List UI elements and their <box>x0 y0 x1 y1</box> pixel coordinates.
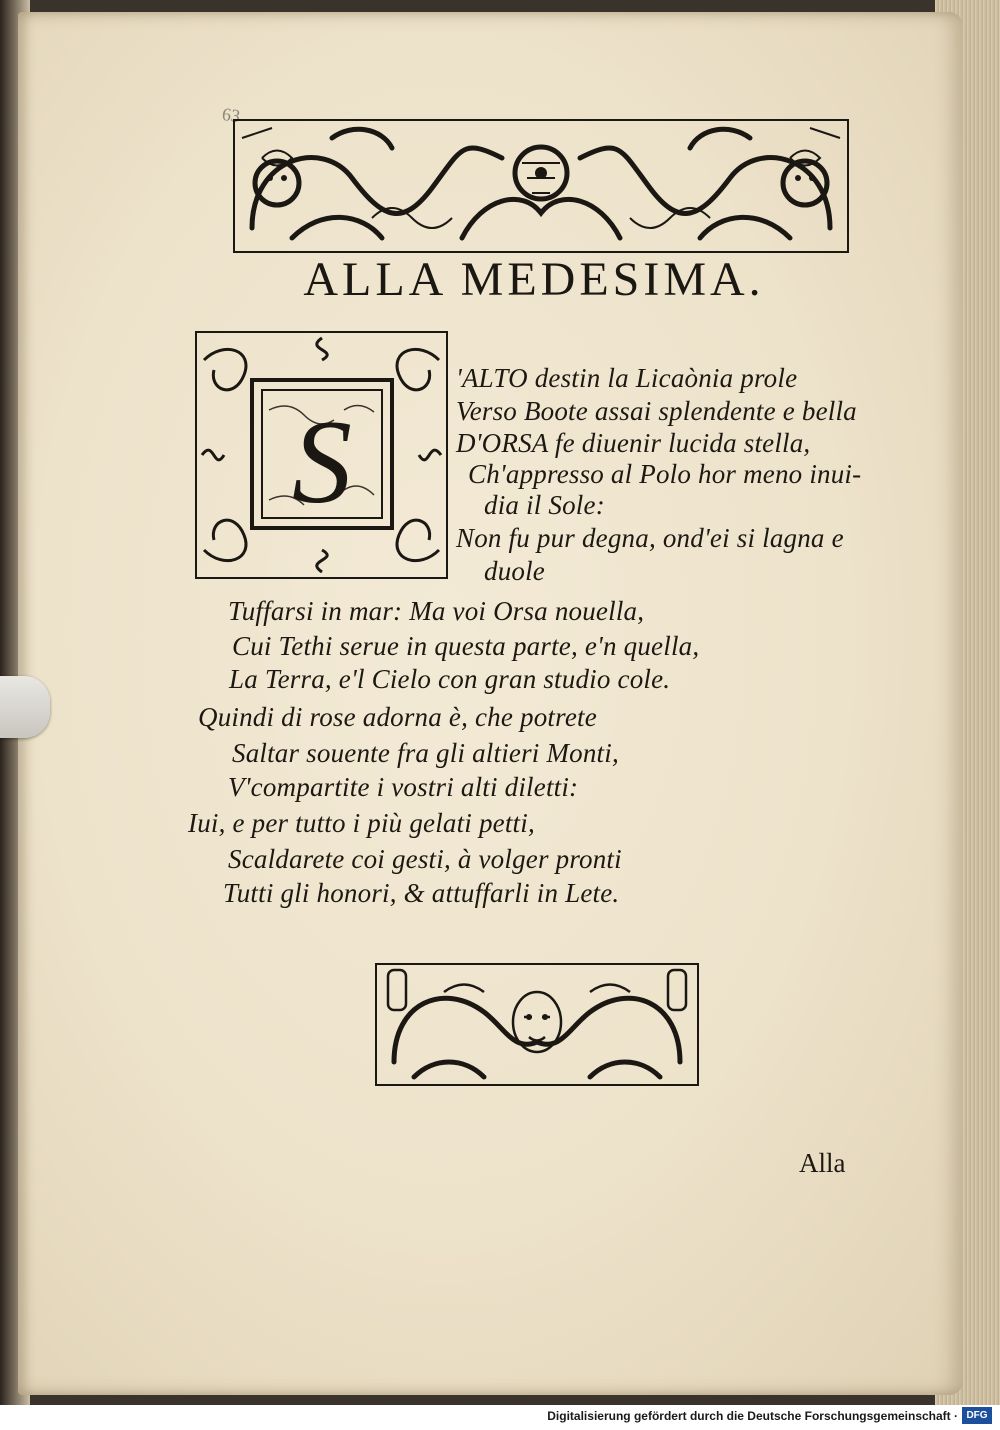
verse-line-7: duole <box>484 556 545 586</box>
ornamental-tailpiece <box>374 962 700 1087</box>
verse-line-8: Tuffarsi in mar: Ma voi Orsa nouella, <box>228 596 645 626</box>
verse-line-5: dia il Sole: <box>484 490 605 520</box>
verse-line-2: Verso Boote assai splendente e bella <box>456 396 857 426</box>
verse-line-10: La Terra, e'l Cielo con gran studio cole. <box>229 664 671 694</box>
ornamental-headpiece <box>232 118 850 254</box>
page-number: 63 <box>220 103 242 127</box>
book-clip <box>0 676 50 738</box>
verse-line-4: Ch'appresso al Polo hor meno inui- <box>468 459 862 489</box>
poem-title: ALLA MEDESIMA. <box>303 253 765 306</box>
verse-line-1: 'ALTO destin la Licaònia prole <box>456 363 798 393</box>
verse-line-6: Non fu pur degna, ond'ei si lagna e <box>456 523 844 553</box>
initial-letter: S <box>292 395 352 528</box>
verse-line-13: V'compartite i vostri alti diletti: <box>228 772 579 802</box>
verse-line-11: Quindi di rose adorna è, che potrete <box>198 702 597 732</box>
funding-notice: Digitalisierung gefördert durch die Deutsche Forschungsgemeinschaft · <box>547 1409 958 1423</box>
verse-line-12: Saltar souente fra gli altieri Monti, <box>232 738 619 768</box>
verse-line-15: Scaldarete coi gesti, à volger pronti <box>228 844 622 874</box>
verse-line-9: Cui Tethi serue in questa parte, e'n quella, <box>232 631 700 661</box>
verse-line-14: Iui, e per tutto i più gelati petti, <box>188 808 535 838</box>
decorated-initial <box>194 330 449 580</box>
verse-line-16: Tutti gli honori, & attuffarli in Lete. <box>223 878 620 908</box>
verse-line-3: D'ORSA fe diuenir lucida stella, <box>456 428 811 458</box>
catchword: Alla <box>799 1148 846 1178</box>
dfg-logo: DFG <box>962 1407 992 1424</box>
